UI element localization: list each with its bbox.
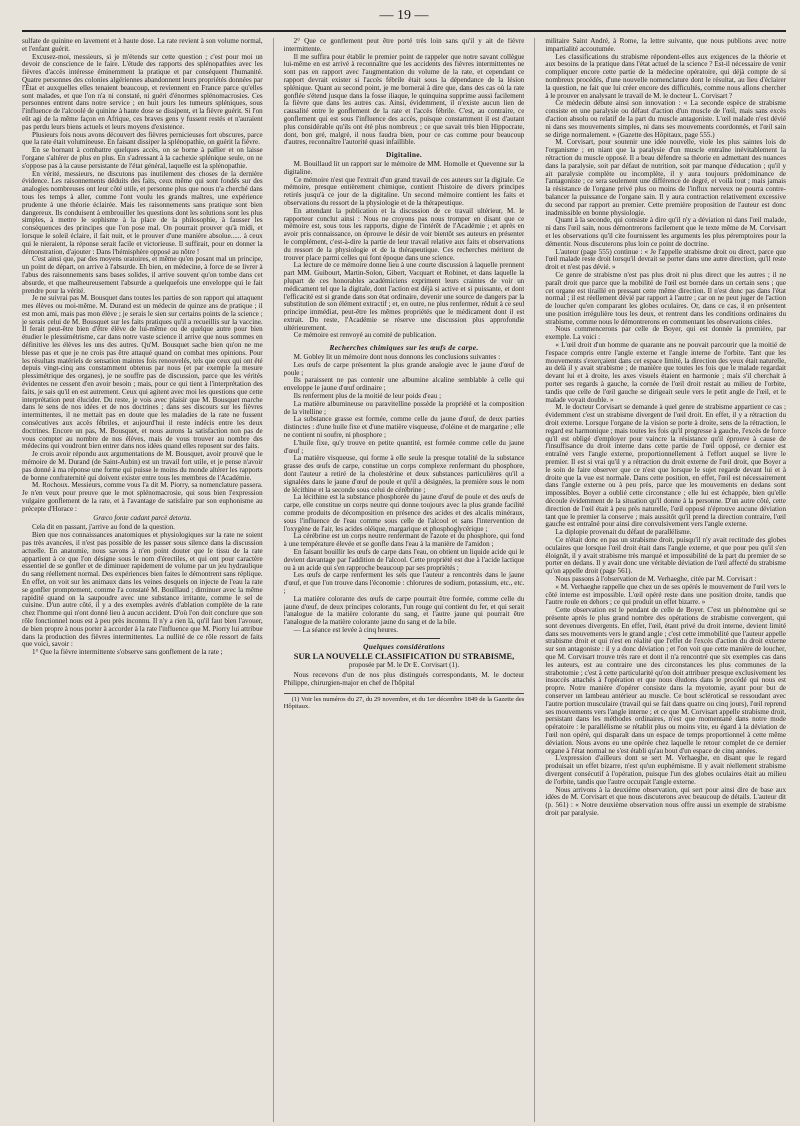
paragraph: sulfate de quinine en lavement et à haute dose. La rate revient à son volume normal, et l'enfant guérit. (22, 38, 263, 53)
paragraph: Plusieurs fois nous avons découvert des fièvres pernicieuses fort obscures, parce que la rate était volumineuse. En faisant dissiper la splénopathie, on guérit la fièvre. (22, 130, 263, 147)
footnote-text: (1) Voir les numéros du 27, du 29 novembre, et du 1er décembre 1849 de la Gazette des Hôpitaux. (283, 695, 525, 710)
paragraph: Les œufs de carpe présentent la plus grande analogie avec le jaune d'œuf de poule ; (283, 360, 525, 377)
paragraph: L'expression d'ailleurs dont se sert M. Verhaeghe, en disant que le regard produisait un effet bizarre, n'est qu'un euphémisme. Il y avait réellement strabisme divergent consécutif à l'opération, puisque l'un des globes oculaires était au milieu de l'orbite, tandis que l'autre occupait l'angle externe. (545, 754, 786, 786)
paragraph: Ce mémoire n'est que l'extrait d'un grand travail de ces auteurs sur la digitale. Ce mémoire, presque entièrement chimique, contient l'histoire de divers principes retirés jusqu'à ce jour de la digitaline. Un second mémoire contient les faits et observations du ressort de la physiologie et de la thérapeutique. (283, 175, 525, 207)
column-1 (22, 38, 263, 1122)
paragraph: Ils paraissent ne pas contenir une albumine alcaline semblable à celle qui enveloppe le jaune d'œuf ordinaire ; (283, 376, 525, 393)
paragraph: En se bornant à combattre quelques accès, on se borne à pallier et on laisse l'organe s'altérer de plus en plus. En s'adressant à la cachexie splénique seule, on ne s'oppose pas à la cause persistante de l'état général, laquelle est la splénopathie. (22, 146, 263, 170)
paragraph: Les œufs de carpe renferment les sels que l'auteur a rencontrés dans le jaune d'œuf, et que l'on trouve dans l'économie : chlorures de sodium, potassium, etc., etc. ; (283, 571, 525, 595)
paragraph: Nous commencerons par celle de Boyer, qui est donnée la première, par exemple. La voici : (545, 325, 786, 342)
columns (22, 38, 786, 1122)
section-heading-oeufs-de-carpe: Recherches chimiques sur les œufs de carpe. (329, 343, 479, 353)
paragraph: M. Bouillaud lit un rapport sur le mémoire de MM. Homolle et Quevenne sur la digitaline. (283, 159, 525, 176)
paragraph: En vérité, messieurs, ne discutons pas inutilement des choses de la dernière évidence. Les raisonnements déduits des faits, ceux même qui sont fondés sur des analogies nombreuses ont leur côté utile, et personne plus que nous n'a cherché dans tous les temps à aller, comme l'ont voulu les grands maîtres, une expérience prudente à une théorie éclairée. Mais les raisonnements sans pratique sont bien dangereux. Ils conduisent à embrouiller les questions dont les solutions sont les plus simples, à mettre le sophisme à la place de la philosophie, à fausser les conséquences des principes que l'on pose mal. On pourrait prouver qu'à midi, et lorsque le soleil éclaire, il fait nuit, et le prouver d'une manière absolue...... à ceux qui le nieraient, la réponse serait facile et victorieuse. Il suffirait, pour en donner la démonstration, d'ajouter : Dans l'hémisphère opposé au nôtre ! (22, 169, 263, 256)
paragraph: « M. Verhaeghe rappelle que chez un de ses opérés le mouvement de l'œil vers le côté interne est impossible. L'œil opéré reste dans une position droite, tandis que l'autre roule en dehors ; ce qui produit un effet bizarre. » (545, 582, 786, 607)
paragraph: En faisant bouillir les œufs de carpe dans l'eau, on obtient un liquide acide qui le devient davantage par l'addition de l'alcool. Cette propriété est due à l'acide lactique ou à un acide qui s'en rapproche beaucoup par ses propriétés ; (283, 548, 525, 572)
paragraph: militaire Saint André, à Rome, la lettre suivante, que nous publions avec notre impartialité accoutumée. (545, 38, 786, 53)
paragraph: 2° Que ce gonflement peut être porté très loin sans qu'il y ait de fièvre intermittente. (283, 38, 525, 53)
article-title: SUR LA NOUVELLE CLASSIFICATION DU STRABISME, (293, 651, 515, 661)
paragraph: L'auteur (page 555) continue : « Je l'appelle strabisme droit ou direct, parce que l'œil malade reste droit lorsqu'il devrait se porter dans une autre direction, qu'il reste droit et n'est pas dévié. » (545, 247, 786, 272)
column-divider (273, 38, 274, 1122)
paragraph: M. Rochoux. Messieurs, comme vous l'a dit M. Piorry, sa nomenclature passera. Je n'en veux pour preuve que le mot splénomacrosie, qui sous bien l'expression vulgaire gonflement de la rate, et à l'avantage de satisfaire par son euphonisme au précepte d'Horace : (22, 481, 263, 513)
paragraph: Ils renferment plus de la moitié de leur poids d'eau ; (293, 392, 442, 401)
page-number: — 19 — (379, 8, 429, 23)
paragraph: Ce médecin débute ainsi son innovation : « La seconde espèce de strabisme consiste en une paralysie ou défaut d'action d'un muscle de l'œil, mais sans excès d'action absolu ou relatif de la part du muscle antagoniste. L'œil malade n'est dévié ni dans ses mouvements simples, ni dans ses mouvements coordonnés, et l'œil sain se dirige normalement. » (Gazette des Hôpitaux, page 555.) (545, 99, 786, 139)
column-2 (284, 38, 525, 1122)
paragraph: La cérébrine est un corps neutre renfermant de l'azote et du phosphore, qui fond à une température élevée et se gonfle dans l'eau à la manière de l'amidon ; (283, 532, 525, 549)
paragraph: Ce mémoire est renvoyé au comité de publication. (293, 331, 437, 340)
paragraph: En attendant la publication et la discussion de ce travail ultérieur, M. le rapporteur conclut ainsi : Nous ne croyons pas nous tromper en disant que ce mémoire est, sous tous les rapports, digne de l'intérêt de l'Académie ; et après en avoir pris connaissance, on éprouve le désir de voir bientôt ses auteurs en présenter le complément, c'est-à-dire la partie de leur travail relative aux faits et observations du ressort de la physiologie et de la thérapeutique. Ces recherches méritent de trouver place parmi celles qui font époque dans une science. (283, 206, 525, 262)
paragraph: Excusez-moi, messieurs, si je m'étends sur cette question ; c'est pour moi un devoir de conscience de le faire. L'étude des rapports des splénopathies avec les fièvres d'accès intéresse éminemment la pratique et par conséquent l'humanité. Quatre personnes des colonies algériennes abandonnent leurs propriétés données par l'État et auxquelles elles tenaient beaucoup, et reviennent en France parce qu'elles sont malades, et que l'on n'a ni constaté, ni guéri d'énormes splénomacrosies. Ces personnes entrent dans notre service ; en huit jours les tumeurs spléniques, sous l'influence de l'alcoolé de quinine à haute dose se dissipent, et la fièvre guérit. Si l'on eût agi de la même façon en Afrique, ces braves gens y fussent restés et n'auraient pas perdu leurs biens actuels et leurs moyens d'existence. (22, 52, 263, 131)
footnote (284, 693, 525, 710)
paragraph: Je ne suivrai pas M. Bousquet dans toutes les parties de son rapport qui attaquent mes élèves ou moi-même. M. Durand est un médecin de quinze ans de pratique ; il est mon ami, mais pas mon élève ; je serais le sien sur certains points de la science ; je serais celui de M. Bousquet sur les faits pratiques qu'il a recueillis sur la vaccine. Il ferait peut-être bien d'être élève de lui-même ou de quelque autre pour bien étudier le plessimétrisme, car dans notre vaste science il arrive que nous sommes en définitive les élèves les uns des autres. Qu'M. Bousquet sache bien qu'on ne me blesse pas et que je ne crois pas être attaqué quand on combat mes opinions. Pour les résultats matériels de sensation maintes fois renouvelés, tels que ceux qui ont été depuis vingt-cinq ans constamment obtenus par nous (et par exemple la mesure plessimétrique des organes), je ne souffre pas de discussion, parce que les vérités évidentes ne cessent d'en avoir besoin ; mais, pour ce qui tient à l'interprétation des faits, je sais qu'il en est autrement. Ceux qui agitent avec moi les questions que cette interprétation peut élucider. Du reste, je vois avec plaisir que M. Bousquet marche dans le sens de nos idées et de nos doctrines ; dans ses discours sur les fièvres intermittentes, il ne mettait pas en doute que les maladies de la rate ne fussent consécutives aux accès fébriles, et aujourd'hui il reste indécis entre les deux doctrines. Encore un pas, M. Bousquet, et nous aurons la satisfaction non pas de vous compter au nombre de nos élèves, mais de vous trouver au nombre des médecins qui voudront bien entrer dans nos idées quand elles reposent sur des faits. (22, 294, 263, 451)
paragraph: La matière visqueuse, qui forme à elle seule la presque totalité de la substance grasse des œufs de carpe, constitue un corps complexe renfermant du phosphore, dont l'auteur a retiré de la cholestérine et deux substances particulières qu'il a signalées dans le jaune d'œuf de poule et qu'il a désignées, la première sous le nom de lécithine et la seconde sous celui de cérébrine ; (283, 454, 525, 494)
paragraph: La lecture de ce mémoire donne lieu à une courte discussion à laquelle prennent part MM. Guibourt, Martin-Solon, Gibert, Vacquart et Robinet, et dans laquelle la plupart de ces honorables académiciens expriment leurs craintes de voir un médicament tel que la digitale, dont l'action est déjà si active et si puissante, et dont l'efficacité est si grande dans son état ordinaire, devenir une source de dangers par la substitution de son élément extractif ; et, en outre, ne plus renfermer, réduit à ce seul principe immédiat, peut-être les mêmes propriétés que le médicament dont il est extrait. Du reste, l'Académie se réserve une discussion plus approfondie ultérieurement. (283, 261, 525, 332)
column-divider (534, 38, 535, 1122)
column-3 (545, 38, 786, 1122)
paragraph: Nous passons à l'observation de M. Verhaeghe, citée par M. Corvisart : (555, 574, 757, 583)
paragraph: Bien que nos connaissances anatomiques et physiologiques sur la rate ne soient pas très avancées, il n'est pas possible de les passer sous silence dans la discussion actuelle. En anatomie, nous savons à n'en point douter que le tissu de la rate appartient à ce que l'on désigne sous le nom d'érectiles, et qui ont pour caractère essentiel de se gonfler et de diminuer rapidement de volume par un jeu hydraulique du sang réellement normal. Des expériences bien faites le démontrent sans réplique. En effet, on voit sur les animaux dans les veines desquels on injecte de l'eau la rate se gonfler promptement, comme l'a constaté M. Bouillaud ; diminuer avec la même rapidité quand on la saupoudre avec une substance irritante, comme le sel de cuisine. D'un autre côté, il y a des exemples avérés d'ablation complète de la rate chez l'homme qui n'ont donné lieu à aucun accident. D'où l'on doit conclure que son rôle fonctionnel nous est à peu près inconnu. Il n'y a rien là, qu'il faut bien l'avouer, de bien propre à nous porter à accorder à la rate l'influence que M. Piorry lui attribue dans la production des fièvres intermittentes. La nullité de ce rôle ressort de faits que voici, savoir : (22, 531, 263, 649)
section-heading-considerations: Quelques considérations (363, 641, 445, 651)
paragraph: M. le docteur Corvisart se demande à quel genre de strabisme appartient ce cas ; évidemment c'est un strabisme divergent de l'œil droit. En effet, il y a rétraction du droit externe. Lorsque l'organe de la vision se porte à droite, sens de la rétraction, le regard est harmonique ; mais toutes les fois qu'il progresse à gauche, l'excès de force qu'il est obligé d'employer pour vaincre la résistance qu'il éprouve à cause de l'insuffisance du droit interne dans cette partie de l'œil opposé, ce dernier est entraîné vers l'angle externe, proportionnellement à l'effort auquel se livre le premier. Il est si vrai qu'il y a rétraction du droit externe de l'œil droit, que Boyer a le soin de faire observer que ce n'est que lorsque le sujet regarde devant lui et à droite que la vue est normale. Dans cette position, en effet, l'œil est nécessairement dans l'angle externe ou à peu près, parce que les mouvements en dedans sont impossibles. Boyer a oublié cette circonstance ; elle lui est échappée, bien qu'elle découle évidemment de la situation qu'il donne à la personne. D'un autre côté, cette direction de l'œil était à peu près naturelle, l'œil opposé n'éprouve aucune déviation tant que le premier la conserve ; mais aussitôt qu'il prend la direction contraire, l'œil gauche est entraîné pour ainsi dire convulsivement vers l'angle externe. (545, 403, 786, 529)
paragraph: La matière colorante des œufs de carpe pourrait être formée, comme celle du jaune d'œuf, de deux principes colorants, l'un rouge qui contient du fer, et qui serait l'analogue de la matière colorante du sang, et l'autre jaune qui pourrait être l'analogue de la matière colorante jaune du sang et de la bile. (283, 594, 525, 627)
paragraph: « L'œil droit d'un homme de quarante ans ne pouvait parcourir que la moitié de l'espace compris entre l'angle externe et l'angle interne de l'orbite. Tant que les mouvements s'exerçaient dans cet espace limité, la direction des yeux était naturelle, au delà il y avait strabisme ; de manière que toutes les fois que le malade regardait devant lui et à droite, les axes visuels étaient en harmonie ; mais s'il cherchait à porter ses regards à gauche, la cornée de l'œil droit restait au milieu de l'orbite, tandis que celle de l'œil gauche se dirigeait seule vers le petit angle de l'œil, et le malade voyait double. » (545, 341, 786, 404)
paragraph: La lécithine est la substance phosphorée du jaune d'œuf de poule et des œufs de carpe, elle constitue un corps neutre qui donne toujours avec la plus grande facilité comme produits de décomposition en présence des acides et des alcalis minéraux, sous l'influence de l'eau comme sous celle de l'alcool et sans l'intervention de l'oxygène de l'air, les acides oléique, margarique et phosphoglycérique ; (283, 493, 525, 533)
paragraph: Cela dit en passant, j'arrive au fond de la question. (32, 523, 175, 532)
session-closing: — La séance est levée à cinq heures. (293, 625, 399, 634)
paragraph: La diplopie provenait du défaut de parallélisme. (555, 528, 692, 537)
paragraph: M. Gobley lit un mémoire dont nous donnons les conclusions suivantes : (293, 353, 501, 362)
paragraph: M. Corvisart, pour soutenir une idée nouvelle, viole les plus saintes lois de l'organisme ; en niant que la paralysie d'un muscle entraîne inévitablement la rétraction du muscle opposé. Il a beau défendre sa théorie en admettant des nuances dans la paralysie, soit par défaut de nutrition, soit par manque d'éducation ; qu'il y ait paralysie complète ou incomplète, il y aura toujours prédominance de l'antagoniste ; ce sera seulement une différence de degré, et voilà tout ; mais jamais la résistance de l'organe privé plus ou moins de l'influx nerveux ne pourra contre-balancer la puissance de l'organe sain. Il y aura contraction relativement excessive du second par rapport au premier. Cette première proposition de l'auteur est donc inadmissible en bonne physiologie. (545, 138, 786, 217)
paragraph: L'huile fixe, qu'y trouve en petite quantité, est formée comme celle du jaune d'œuf ; (283, 438, 525, 455)
paragraph: Nous recevons d'un de nos plus distingués correspondants, M. le docteur Philippe, chirurgien-major en chef de l'hôpital (283, 671, 525, 687)
paragraph: C'est ainsi que, par des moyens oratoires, et même qu'en posant mal un principe, un point de départ, on arrive à l'absurde. Eh bien, en médecine, à force de se livrer à l'abus des raisonnements sans bases solides, il arrive souvent qu'on tombe dans cet absurde, et que malheureusement l'absurde a quelquefois une enveloppe qui le fait prendre pour la vérité. (22, 255, 263, 295)
paragraph: 1° Que la fièvre intermittente s'observe sans gonflement de la rate ; (32, 648, 223, 657)
paragraph: Ce genre de strabisme n'est pas plus droit ni plus direct que les autres ; il ne paraît droit que parce que la mobilité de l'œil est bornée dans un certain sens ; que cet organe est tiraillé en pressant cette même direction. Il n'est donc pas dans l'état normal ; il est réellement dévié par rapport à l'autre ; car on ne peut juger de l'action de loucher qu'en comparant les globes oculaires. Or, dans ce cas, il en présentent une position irrégulière tous les deux, et rentrent dans les conditions ordinaires du strabisme, comme nous le démontrerons en commentant les observations citées. (545, 270, 786, 326)
paragraph: Nous arrivons à la deuxième observation, qui sert pour ainsi dire de base aux idées de M. Corvisart et que nous discuterons avec beaucoup de détails. L'auteur dit (p. 561) : « Notre deuxième observation nous offre aussi un exemple de strabisme droit par paralysie. (545, 785, 786, 817)
paragraph: Ce n'était donc en pas un strabisme droit, puisqu'il n'y avait rectitude des globes oculaires que lorsque l'œil droit était dans l'angle externe, et que pour peu qu'il s'en éloignât, il y avait strabisme très marqué et impossibilité de la part du premier de se porter en dedans. Il y avait donc une véritable déviation de l'œil affecté du strabisme qu'on appelle droit (page 561). (545, 536, 786, 576)
paragraph: La substance grasse est formée, comme celle du jaune d'œuf, de deux parties distinctes : d'une huile fixe et d'une matière visqueuse, d'oléine et de margarine ; elle ne contient ni soufre, ni phosphore ; (283, 415, 525, 440)
paragraph: Les classifications du strabisme répondent-elles aux exigences de la théorie et aux besoins de la pratique dans l'état actuel de la science ? Est-il nécessaire de venir compliquer encore cette partie de la médecine opératoire, qui déjà compte de si nombreux procédés, d'une nouvelle nomenclature dont le résultat, au lieu d'éclairer la question, ne fait que lui créer encore des difficultés, comme nous allons chercher à le prouver en analysant le travail de M. le docteur L. Corvisart ? (545, 52, 786, 100)
paragraph: Quant à la seconde, qui consiste à dire qu'il n'y a déviation ni dans l'œil malade, ni dans l'œil sain, nous démontrerons facilement que le texte même de M. Corvisart et les observations qu'il cite fournissent les arguments les plus péremptoires pour la démentir. Nous discuterons plus loin ce point de doctrine. (545, 216, 786, 248)
section-heading-digitaline: Digitaline. (386, 150, 422, 160)
paragraph: Je crois avoir répondu aux argumentations de M. Bousquet, avoir prouvé que le mémoire de M. Durand (de Saint-Aubin) est un travail fort utile, et je pense n'avoir pas donné à ma réponse une forme qui puisse le moins du monde altérer les rapports de bonne confraternité qui doivent exister entre tous les membres de l'Académie. (22, 450, 263, 482)
header-rule (22, 30, 786, 32)
separator-rule (368, 638, 440, 639)
paragraph: La matière albumineuse ou paravitelline possède la propriété et la composition de la vitelline ; (283, 399, 525, 416)
latin-quote: Græco fonte cadant parcè detorta. (93, 513, 192, 522)
paragraph: Cette observation est le pendant de celle de Boyer. C'est un phénomène qui se présente après le plus grand nombre des opérations de strabisme convergent, qui sont devenues divergents. En effet, l'œil, étant privé du droit interne, devient limité dans ses mouvements vers le grand angle ; c'est cette immobilité que l'auteur appelle strabisme droit et qui n'est en réalité que l'effet de l'excès d'action du droit externe sur son antagoniste : il y a donc déviation ; et l'on voit que cette manière de loucher, que M. Corvisart trouve très rare et dont il n'a rencontré que six exemples cas dans les auteurs, est au contraire une des circonstances les plus communes de la strabotomie ; c'est à cette particularité qu'on doit attribuer presque exclusivement les insuccès attachés à l'opération et que nous éludons dans le procédé qui nous est propre. Notre manière d'opérer consiste dans la myotomie, ayant pour but de conserver un lambeau antérieur au muscle. Ce bout scléroticaI se ressoudant avec l'autre portion musculaire (travail qui se fait dans quatre ou cinq jours), l'œil reprend ses mouvements vers l'angle interne ; et ce que M. Corvisart appelle strabisme droit, persistant dans les méthodes ordinaires, n'est que momentané dans notre mode opératoire : le parallélisme se rétablit plus ou moins vite, eu égard à la déviation de l'œil non opéré, qui disparaît dans un espace de temps proportionnel à cette même déviation. Nous avons eu une opérée chez laquelle le retour complet de ce dernier organe à l'état normal ne s'est établi qu'au bout d'un espace de cinq années. (545, 606, 786, 755)
article-byline: proposée par M. le Dr E. Corvisart (1). (348, 661, 460, 670)
paragraph: Il me suffira pour établir le premier point de rappeler que notre savant collègue lui-même en est arrivé à reconnaître que les accidents des fièvres intermittentes ne sont pas en rapport avec l'augmentation du volume de la rate, et cependant ce rapport devrait exister si l'accès fébrile était sous la dépendance de la lésion splénique. Quant au second point, je me bornerai à dire que, dans des cas où la rate gonflée s'étend jusque dans la fosse iliaque, le quinquina supprime aussi facilement la fièvre que dans les autres cas. Ainsi, évidemment, il n'existe aucun lien de causalité entre le gonflement de la rate et l'accès fébrile. C'est, au contraire, ce gonflement qui est sous l'influence des accès, puisque constamment il est d'autant plus considérable qu'ils ont été plus nombreux ; ce que savait très bien Hippocrate, dont, bon gré, malgré, il nous faudra bien, pour ce cas comme pour beaucoup d'autres, reconnaître l'autorité quasi infaillible. (283, 52, 525, 147)
